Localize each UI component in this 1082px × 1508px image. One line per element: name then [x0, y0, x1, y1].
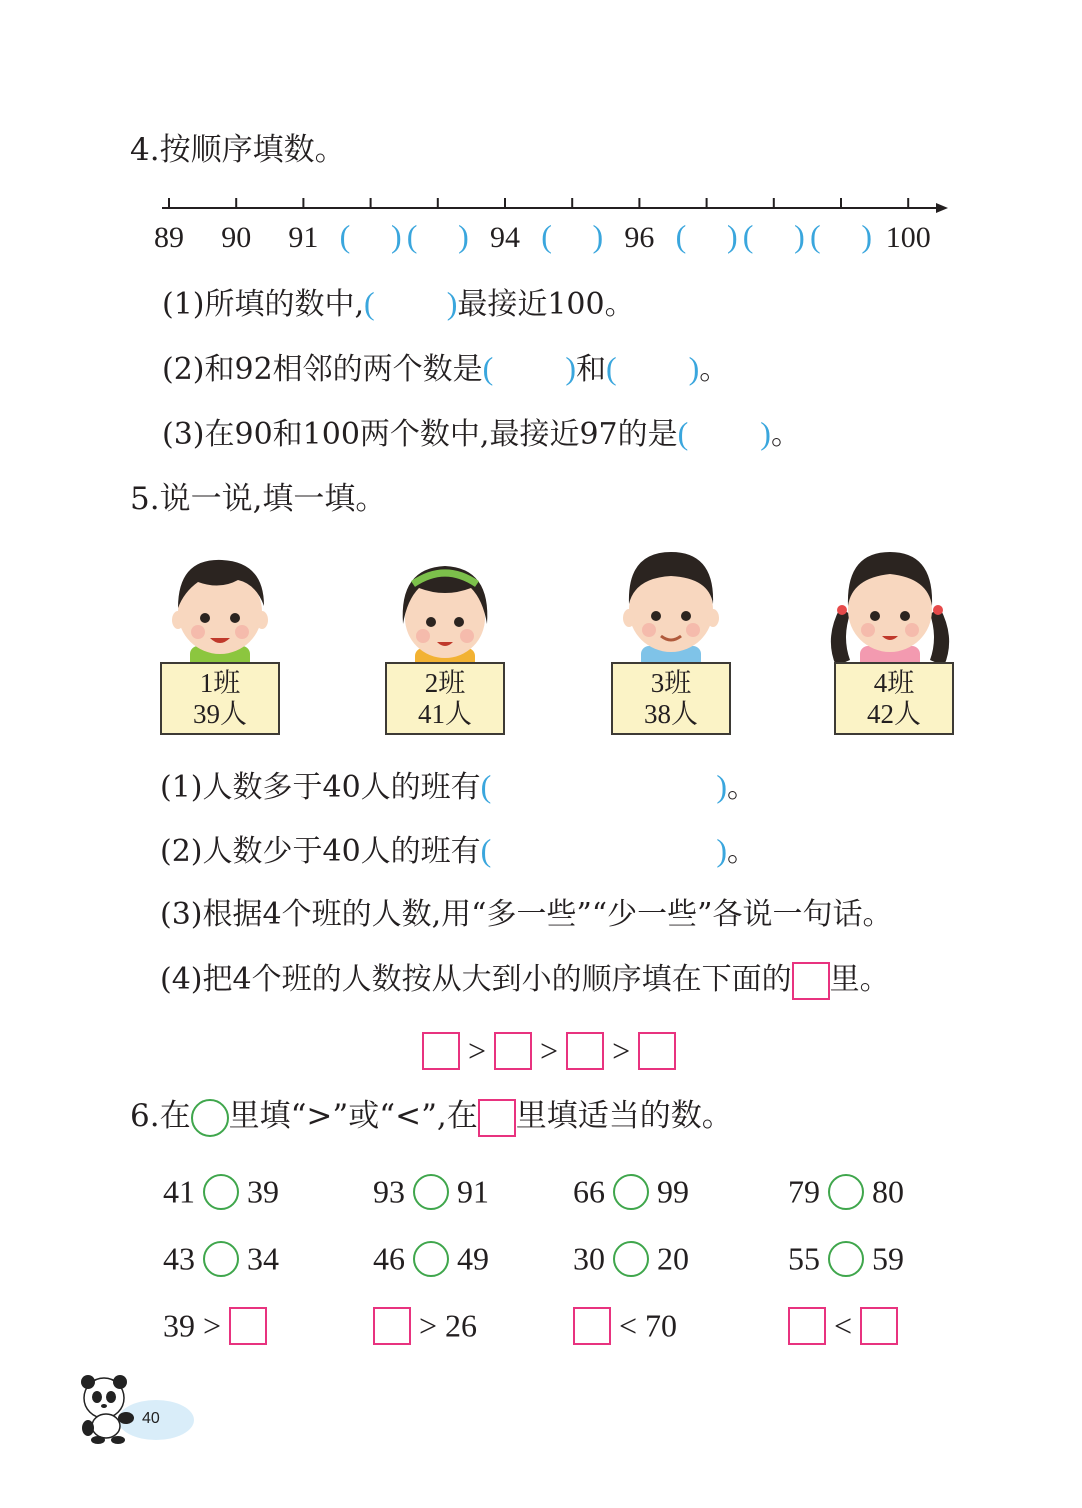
q4-sub3-text-b: 。 [770, 417, 801, 452]
number-line [150, 190, 950, 220]
class-card-2 [385, 662, 505, 735]
fill-item [573, 1302, 677, 1346]
answer-box[interactable] [638, 1032, 676, 1070]
q6-title-a: 6.在 [130, 1098, 191, 1134]
order-symbol: > [612, 1032, 631, 1069]
number-blank[interactable]: ( ) [675, 218, 738, 254]
q5-sub1: (1)人数多于40人的班有( )。 [160, 768, 757, 805]
class-card-3 [611, 662, 731, 735]
q4-sub1: (1)所填的数中,( )最接近100。 [162, 285, 635, 322]
compare-item [788, 1235, 904, 1279]
fill-item [163, 1302, 267, 1346]
answer-box[interactable] [229, 1307, 267, 1345]
q5-sub1-text-a: (1)人数多于40人的班有 [160, 770, 481, 805]
compare-item [788, 1168, 904, 1212]
answer-box[interactable] [422, 1032, 460, 1070]
q4-sub1-text-a: (1)所填的数中, [162, 287, 365, 322]
number-blank[interactable]: ( ) [541, 218, 604, 254]
fill-item [373, 1302, 477, 1346]
class-count: 39人 [193, 699, 247, 729]
number-blank[interactable]: ( ) [406, 218, 469, 254]
q6-title-c: 里填适当的数。 [515, 1098, 733, 1134]
operator: < [834, 1307, 853, 1344]
q4-title: 4.按顺序填数。 [130, 132, 346, 168]
class-count: 38人 [644, 699, 698, 729]
left-number: 41 [163, 1173, 195, 1210]
compare-item [163, 1235, 279, 1279]
right-number: 26 [445, 1307, 478, 1344]
right-number: 20 [657, 1240, 689, 1277]
left-number: 79 [788, 1173, 820, 1210]
answer-blank[interactable]: ( [480, 768, 492, 804]
answer-box[interactable] [573, 1307, 611, 1345]
circle-icon [191, 1099, 229, 1137]
left-number: 43 [163, 1240, 195, 1277]
q5-sub4-text-a: (4)把4个班的人数按从大到小的顺序填在下面的 [160, 962, 792, 997]
answer-box-icon [792, 962, 830, 1000]
compare-circle[interactable] [413, 1174, 449, 1210]
compare-item [573, 1235, 689, 1279]
tick-label: 100 [885, 221, 931, 254]
class-label: 4班 [873, 668, 915, 698]
right-number: 34 [247, 1240, 279, 1277]
q5-sub1-text-b: 。 [726, 770, 757, 805]
compare-circle[interactable] [828, 1174, 864, 1210]
q4-sub3: (3)在90和100两个数中,最接近97的是( )。 [162, 415, 801, 452]
panda-icon [76, 1370, 196, 1445]
right-number: 91 [457, 1173, 489, 1210]
class-label: 2班 [424, 668, 466, 698]
answer-blank[interactable]: ( [364, 285, 375, 321]
tick-label: 89 [154, 221, 184, 254]
number-blank[interactable]: ( ) [810, 218, 872, 254]
q5-sub3: (3)根据4个班的人数,用“多一些”“少一些”各说一句话。 [160, 897, 893, 932]
q5-sub2-text-a: (2)人数少于40人的班有 [160, 834, 481, 869]
order-row [422, 1027, 676, 1071]
q6-title [130, 1096, 733, 1137]
q5-sub2: (2)人数少于40人的班有( )。 [160, 832, 757, 869]
compare-circle[interactable] [828, 1241, 864, 1277]
operator: > [203, 1307, 222, 1344]
fill-item [788, 1302, 898, 1346]
answer-blank[interactable]: ( [677, 415, 689, 451]
q4-sub2: (2)和92相邻的两个数是( )和( )。 [162, 350, 730, 387]
q4-sub2-text-a: (2)和92相邻的两个数是 [162, 352, 483, 387]
tick-label: 91 [288, 221, 319, 254]
answer-box[interactable] [566, 1032, 604, 1070]
number-blank[interactable]: ( ) [742, 218, 805, 254]
q5-sub4-text-b: 里。 [829, 962, 890, 997]
compare-item [373, 1168, 489, 1212]
right-number: 59 [872, 1240, 904, 1277]
answer-box[interactable] [860, 1307, 898, 1345]
page-number: 40 [142, 1410, 160, 1427]
compare-circle[interactable] [613, 1241, 649, 1277]
answer-box[interactable] [788, 1307, 826, 1345]
class-label: 1班 [199, 668, 241, 698]
left-number: 46 [373, 1240, 405, 1277]
class-card-1 [160, 662, 280, 735]
class-count: 41人 [418, 699, 472, 729]
right-number: 80 [872, 1173, 904, 1210]
answer-box[interactable] [373, 1307, 411, 1345]
order-symbol: > [468, 1032, 487, 1069]
order-symbol: > [540, 1032, 559, 1069]
compare-circle[interactable] [203, 1241, 239, 1277]
compare-circle[interactable] [413, 1241, 449, 1277]
left-number: 93 [373, 1173, 405, 1210]
answer-blank[interactable]: ( [480, 832, 492, 868]
right-number: 70 [645, 1307, 678, 1344]
q4-sub2-text-c: 。 [699, 352, 730, 387]
class-count: 42人 [867, 699, 921, 729]
number-blank[interactable]: ( ) [339, 218, 402, 254]
compare-item [373, 1235, 489, 1279]
left-number: 39 [163, 1307, 195, 1344]
tick-label: 94 [490, 221, 520, 254]
q5-sub4 [160, 960, 890, 1000]
compare-circle[interactable] [203, 1174, 239, 1210]
compare-circle[interactable] [613, 1174, 649, 1210]
girl-illustration-1 [385, 560, 505, 670]
operator: > [419, 1307, 438, 1344]
left-number: 55 [788, 1240, 820, 1277]
compare-item [573, 1168, 689, 1212]
tick-label: 96 [624, 221, 655, 254]
girl-illustration-2 [820, 548, 960, 670]
right-number: 99 [657, 1173, 689, 1210]
answer-blank[interactable]: ( [605, 350, 617, 386]
right-number: 39 [247, 1173, 279, 1210]
q4-sub1-text-b: 最接近100。 [457, 287, 635, 322]
class-label: 3班 [650, 668, 692, 698]
tick-label: 90 [221, 221, 252, 254]
boy-illustration-1 [160, 550, 280, 670]
q6-title-b: 里填“>”或“<”,在 [228, 1098, 478, 1134]
class-card-4 [834, 662, 954, 735]
boy-illustration-2 [611, 546, 731, 670]
left-number: 66 [573, 1173, 605, 1210]
answer-blank[interactable]: ( [482, 350, 494, 386]
left-number: 30 [573, 1240, 605, 1277]
box-icon [478, 1099, 516, 1137]
operator: < [619, 1307, 638, 1344]
right-number: 49 [457, 1240, 489, 1277]
q5-title: 5.说一说,填一填。 [130, 481, 387, 517]
q5-sub2-text-b: 。 [726, 834, 757, 869]
q4-sub3-text-a: (3)在90和100两个数中,最接近97的是 [162, 417, 678, 452]
q4-sub2-text-b: 和 [575, 352, 606, 387]
compare-item [163, 1168, 279, 1212]
answer-box[interactable] [494, 1032, 532, 1070]
